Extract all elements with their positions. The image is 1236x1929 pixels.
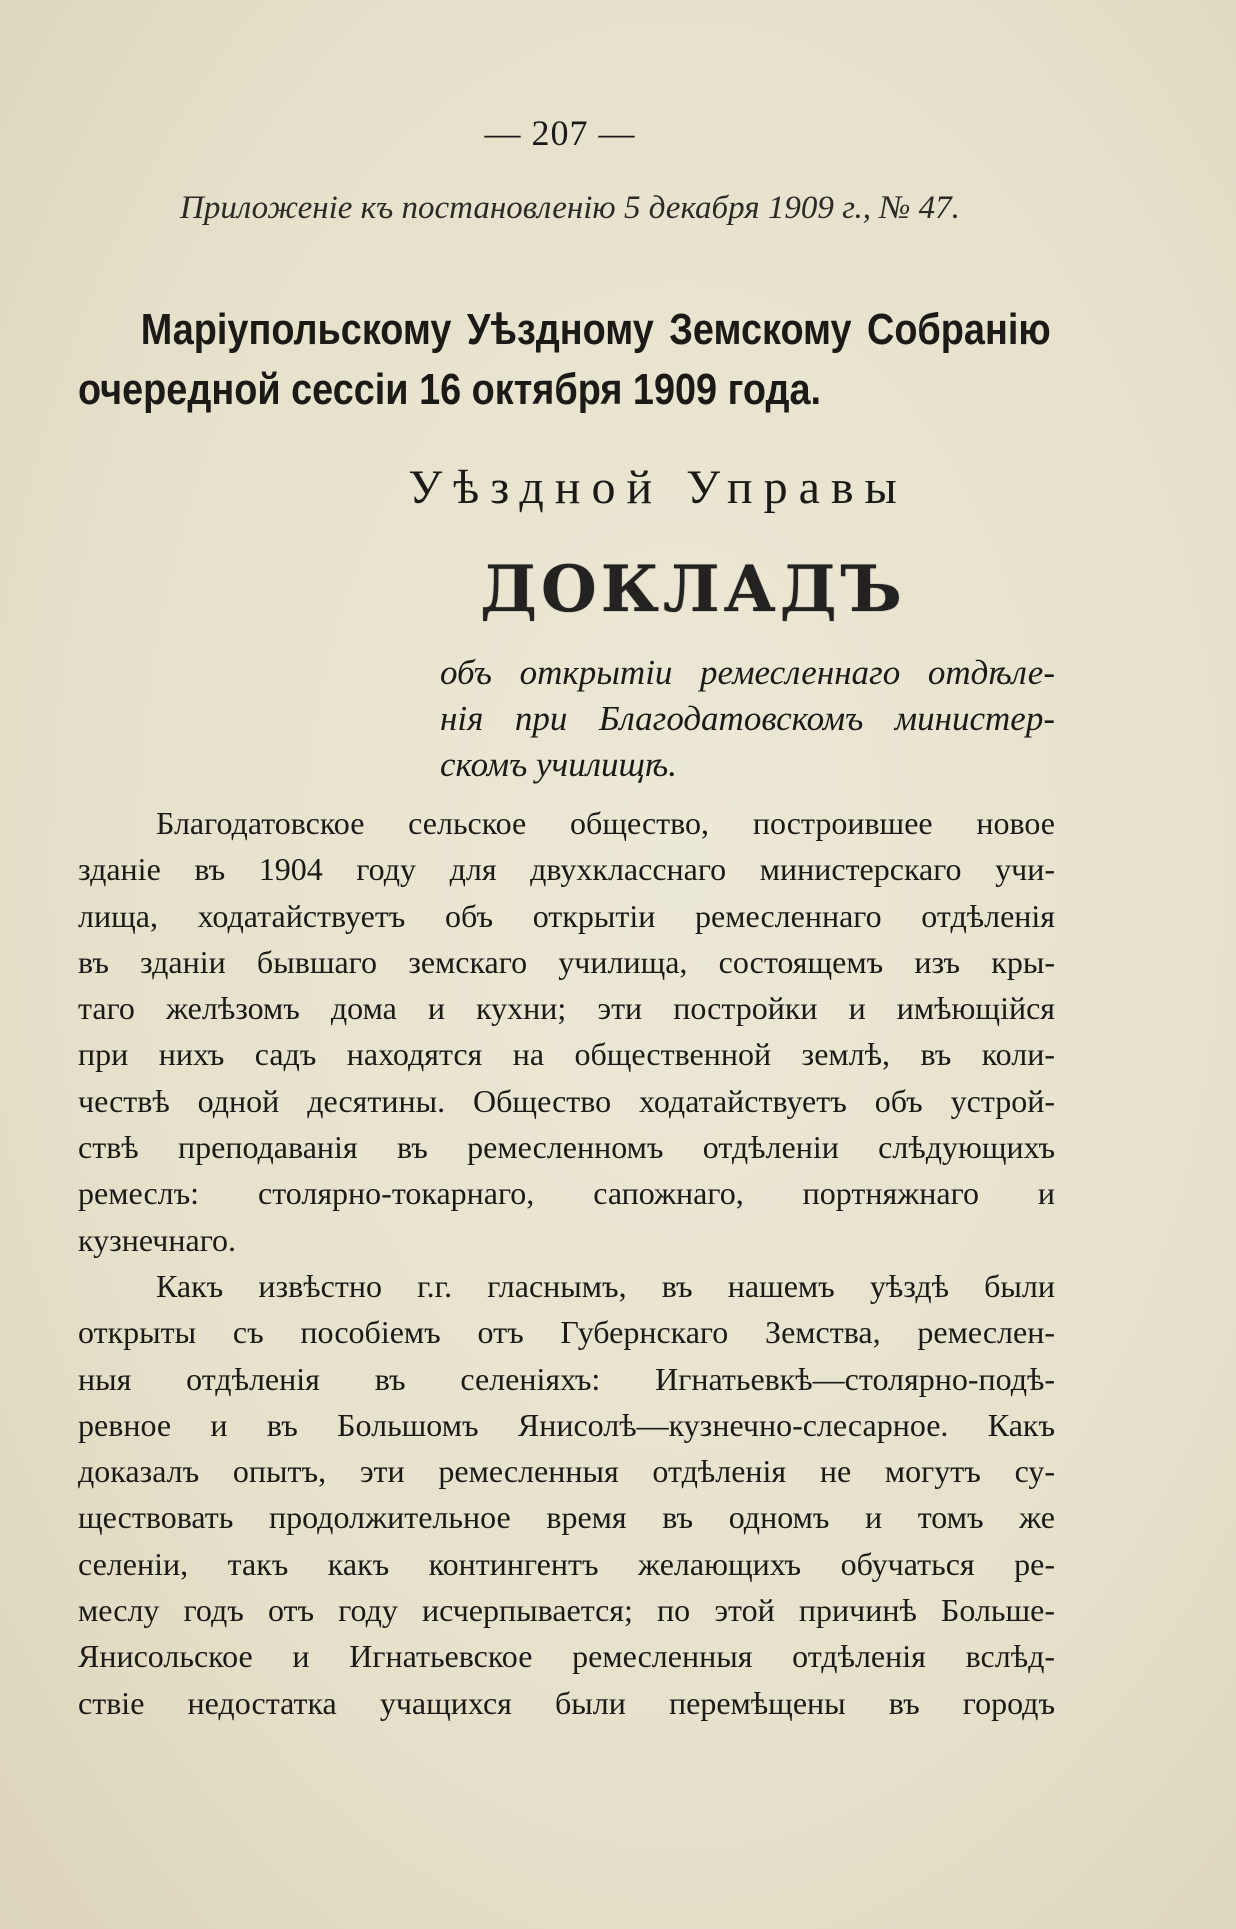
paragraph-2 — [78, 1263, 1055, 1726]
text-line: при нихъ садъ находятся на общественной землѣ, въ коли- — [78, 1036, 1055, 1073]
text-line: Янисольское и Игнатьевское ремесленныя отдѣленія вслѣд- — [78, 1638, 1055, 1675]
text-line: ремеслъ: столярно-токарнаго, сапожнаго, портняжнаго и — [78, 1175, 1055, 1212]
text-line: кузнечнаго. — [78, 1221, 237, 1258]
document-heading — [78, 300, 1051, 420]
text-line: ществовать продолжительное время въ одномъ и томъ же — [78, 1499, 1055, 1536]
text-line: таго желѣзомъ дома и кухни; эти постройки и имѣющійся — [78, 990, 1055, 1027]
text-line: чествѣ одной десятины. Общество ходатайствуетъ объ устрой- — [78, 1082, 1055, 1119]
heading-line: Маріупольскому Уѣздному Земскому Собранію — [140, 305, 1051, 354]
report-subject — [440, 650, 1055, 788]
text-line: открыты съ пособіемъ отъ Губернскаго Земства, ремеслен- — [78, 1314, 1055, 1351]
body-text — [78, 800, 1055, 1726]
authority-title: Уѣздной Управы — [408, 461, 908, 514]
text-line: ныя отдѣленія въ селеніяхъ: Игнатьевкѣ—столярно-подѣ- — [78, 1360, 1055, 1397]
paragraph-1 — [78, 800, 1055, 1263]
text-line: Благодатовское сельское общество, построившее новое — [156, 805, 1055, 841]
text-line: ствіе недостатка учащихся были перемѣщены въ городъ — [78, 1684, 1055, 1721]
text-line: ревное и въ Большомъ Янисолѣ—кузнечно-слесарное. Какъ — [78, 1406, 1055, 1443]
heading-line: очередной сессіи 16 октября 1909 года. — [78, 365, 822, 414]
text-line: лища, ходатайствуетъ объ открытіи ремесленнаго отдѣленія — [78, 897, 1055, 934]
subject-line: объ открытіи ремесленнаго отдѣле- — [440, 653, 1055, 692]
text-line: селеніи, такъ какъ контингентъ желающихъ обучаться ре- — [78, 1545, 1055, 1582]
text-line: въ зданіи бывшаго земскаго училища, состоящемъ изъ кры- — [78, 943, 1055, 980]
text-line: Какъ извѣстно г.г. гласнымъ, въ нашемъ уѣздѣ были — [156, 1267, 1055, 1304]
document-type-title: ДОКЛАДЪ — [480, 552, 906, 627]
page-number: — 207 — — [484, 113, 636, 153]
text-line: меслу годъ отъ году исчерпывается; по этой причинѣ Больше- — [78, 1592, 1055, 1629]
subject-line: скомъ училищѣ. — [440, 745, 678, 784]
appendix-note: Приложеніе къ постановленію 5 декабря 1909 г., № 47. — [180, 190, 960, 226]
text-line: доказалъ опытъ, эти ремесленныя отдѣленія не могутъ су- — [78, 1453, 1055, 1490]
text-line: зданіе въ 1904 году для двухкласснаго министерскаго учи- — [78, 851, 1055, 888]
text-line: ствѣ преподаванія въ ремесленномъ отдѣленіи слѣдующихъ — [78, 1129, 1055, 1166]
subject-line: нія при Благодатовскомъ министер- — [440, 699, 1055, 738]
